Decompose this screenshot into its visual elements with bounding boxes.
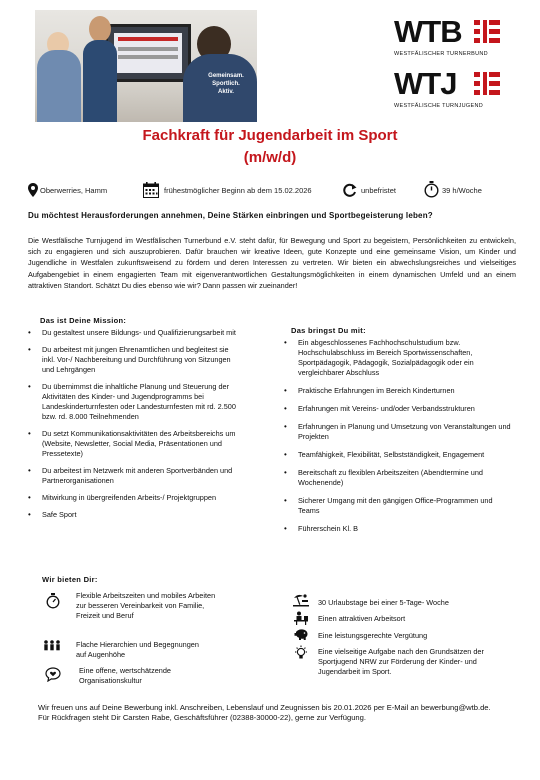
offer-item: 30 Urlaubstage bei einer 5-Tage- Woche	[318, 598, 449, 607]
beach-icon	[293, 593, 309, 607]
requirements-heading: Das bringst Du mit:	[291, 326, 366, 335]
offer-item: Flache Hierarchien und Begegnungen auf Augenhöhe	[76, 640, 199, 659]
page-title: Fachkraft für Jugendarbeit im Sport	[142, 127, 398, 144]
meta-location: Oberwerries, Hamm	[40, 186, 108, 195]
list-item: • Praktische Erfahrungen im Bereich Kinderturnen	[284, 386, 512, 396]
offer-heading: Wir bieten Dir:	[42, 575, 98, 584]
lightbulb-icon	[293, 645, 309, 659]
list-item: • Safe Sport	[28, 510, 240, 520]
logo-wtb: WTB WESTFÄLISCHER TURNERBUND	[394, 16, 506, 60]
list-item: • Du arbeitest im Netzwerk mit anderen Sportverbänden und Partnerorganisationen	[28, 466, 240, 486]
meta-hours: 39 h/Woche	[442, 186, 482, 195]
list-item: • Ein abgeschlossenes Fachhochschulstudium bzw. Hochschulabschluss im Bereich Sportwissenschaften, Sportpädagogik, Pädagogik, Sozialpädagogik oder ein vergleichbarer Abschluss	[284, 338, 512, 378]
stopwatch-icon	[46, 593, 62, 607]
shirt-print: Gemeinsam. Sportlich. Aktiv.	[208, 73, 244, 95]
list-item: • Du gestaltest unsere Bildungs- und Qualifizierungsarbeit mit	[28, 328, 240, 338]
stopwatch-icon	[424, 181, 439, 203]
offer-item: Eine leistungsgerechte Vergütung	[318, 631, 428, 640]
offer-item: Einen attraktiven Arbeitsort	[318, 614, 406, 623]
heart-chat-icon	[45, 667, 61, 681]
intro-text: Die Westfälische Turnjugend im Westfälischen Turnerbund e.V. steht dafür, für Bewegung und Sport zu begeistern, Persönlichkeiten zu entwickeln, sich zu engagieren und sich auszuprobieren. Dafür brauchen wir kreative Ideen, gute Konzepte und eine gemeinsame Vision, um Kinder und Jugendliche in Westfalen zukunftsweisend zu fördern und deren Interessen zu vertreten. Wir bieten ein abwechslungsreiches und vielseitiges Aufgabengebiet in einem engagierten Team mit eigenverantwortlichen Gestaltungsmöglichkeiten in einem dynamischen Umfeld und an einem attraktiven Standort. Schätzt Du dies ebenso wie wir? Dann passen wir zueinander!	[28, 236, 516, 290]
footer	[38, 703, 508, 723]
footer-contact-text: Für Rückfragen steht Dir Carsten Rabe, Geschäftsführer (02388-30000-22), gerne zur Verfügung.	[38, 713, 366, 723]
header-photo	[35, 10, 257, 122]
list-item: • Du setzt Kommunikationsaktivitäten des Arbeitsbereichs um (Website, Newsletter, Social Media, Präsentationen und Pressetexte)	[28, 429, 240, 459]
office-icon	[294, 611, 310, 625]
piggy-bank-icon	[293, 628, 309, 642]
footer-application-text: Wir freuen uns auf Deine Bewerbung inkl. Anschreiben, Lebenslauf und Zeugnissen bis 20.01.2026 per E-Mail an bewerbung@wtb.de.	[38, 703, 491, 712]
list-item: • Bereitschaft zu flexiblen Arbeitszeiten (Abendtermine und Wochenende)	[284, 468, 512, 488]
requirements-list	[284, 338, 512, 534]
team-icon	[43, 639, 59, 653]
calendar-icon	[143, 182, 159, 203]
page-subtitle: (m/w/d)	[243, 149, 297, 166]
list-item: • Du übernimmst die inhaltliche Planung und Steuerung der Aktivitäten des Kinder- und Jugendprogramms bei Landeskinderturnfesten oder Landesturnfesten mit rd. 2.500 bzw. rd. 8.000 Teilnehmenden	[28, 382, 240, 422]
presentation-screen	[105, 24, 191, 82]
meta-contract: unbefristet	[361, 186, 397, 195]
list-item: • Teamfähigkeit, Flexibilität, Selbstständigkeit, Engagement	[284, 450, 512, 460]
list-item: • Erfahrungen in Planung und Umsetzung von Veranstaltungen und Projekten	[284, 422, 512, 442]
wtj-mark-icon	[474, 72, 500, 96]
mission-list	[28, 328, 240, 520]
list-item: • Mitwirkung in übergreifenden Arbeits-/ Projektgruppen	[28, 493, 240, 503]
wtb-mark-icon	[474, 20, 500, 44]
intro-heading: Du möchtest Herausforderungen annehmen, Deine Stärken einbringen und Sportbegeisterung leben?	[28, 211, 433, 220]
meta-start-date: frühestmöglicher Beginn ab dem 15.02.2026	[164, 186, 312, 195]
location-pin-icon	[28, 183, 38, 202]
refresh-icon	[343, 183, 357, 202]
list-item: • Führerschein Kl. B	[284, 524, 512, 534]
list-item: • Sicherer Umgang mit den gängigen Office-Programmen und Teams	[284, 496, 512, 516]
list-item: • Du arbeitest mit jungen Ehrenamtlichen und begleitest sie inkl. Vor-/ Nachbereitung und Durchführung von Sitzungen und Lehrgängen	[28, 345, 240, 375]
offer-item: Flexible Arbeitszeiten und mobiles Arbeiten zur besseren Vereinbarkeit von Familie, Freizeit und Beruf	[76, 591, 216, 620]
offer-item: Eine offene, wertschätzende Organisationskultur	[79, 666, 171, 685]
meta-row	[0, 182, 540, 202]
list-item: • Erfahrungen mit Vereins- und/oder Verbandsstrukturen	[284, 404, 512, 414]
mission-heading: Das ist Deine Mission:	[40, 316, 127, 325]
logo-wtj: WTJ WESTFÄLISCHE TURNJUGEND	[394, 68, 506, 112]
offer-item: Eine vielseitige Aufgabe nach den Grundsätzen der Sportjugend NRW zur Förderung der Kinder- und Jugendarbeit im Sport.	[318, 647, 484, 676]
